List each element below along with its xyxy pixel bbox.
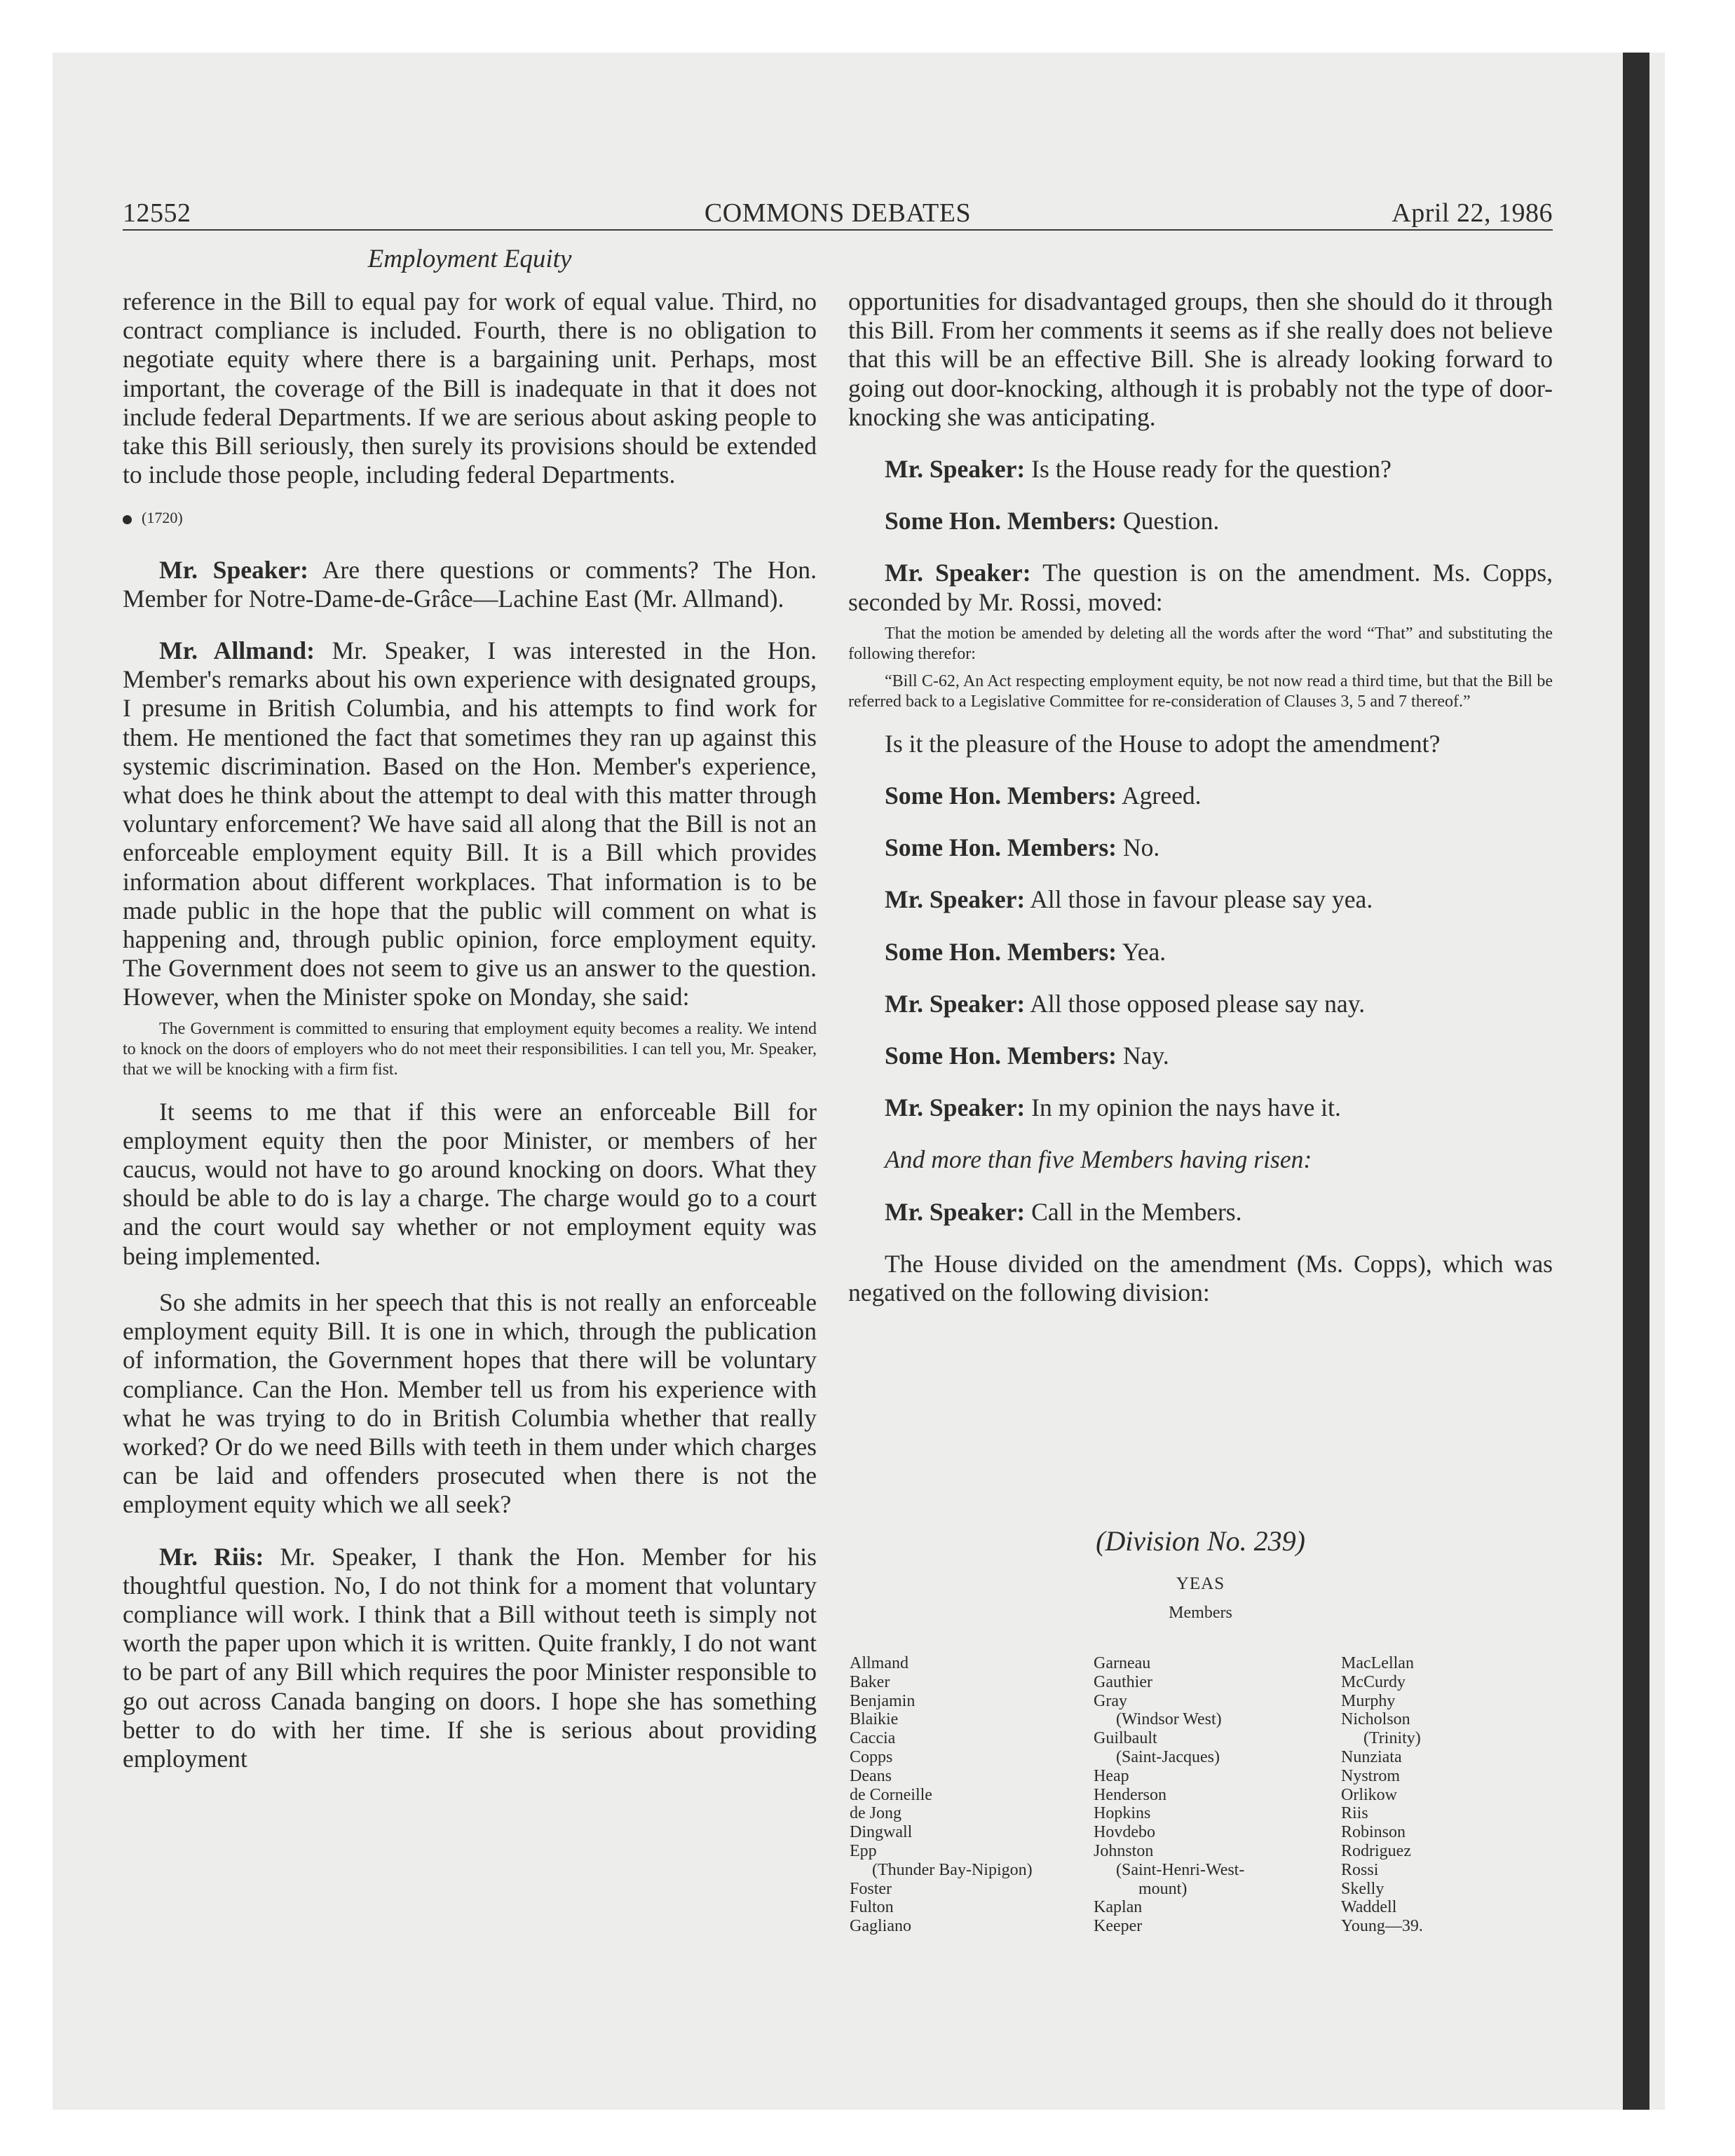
paragraph [848, 559, 1553, 616]
member-name: Gauthier [1094, 1672, 1152, 1691]
member-riding: (Trinity) [1363, 1729, 1421, 1748]
section-title: Employment Equity [367, 245, 572, 273]
member-name: Baker [850, 1672, 890, 1691]
motion-quote: That the motion be amended by deleting all the words after the word “That” and substituting the following therefor: [848, 624, 1553, 663]
member-name: Caccia [850, 1729, 896, 1748]
member-name: Nicholson [1341, 1710, 1410, 1729]
member-name: Henderson [1094, 1785, 1166, 1804]
paragraph: The House divided on the amendment (Ms. Copps), which was negatived on the following division: [848, 1249, 1553, 1307]
paragraph [848, 782, 1553, 810]
page-number: 12552 [123, 198, 191, 228]
member-name: Skelly [1341, 1879, 1384, 1898]
speech-text: The question is on the amendment. Ms. Copps, seconded by Mr. Rossi, moved: [848, 559, 1553, 616]
speaker-name: Mr. Speaker: [159, 555, 309, 584]
member-riding: (Saint-Henri-West- [1116, 1860, 1245, 1879]
member-name: Kaplan [1094, 1898, 1143, 1917]
member-name: McCurdy [1341, 1672, 1406, 1691]
member-name: Dingwall [850, 1823, 913, 1842]
member-name: Benjamin [850, 1691, 916, 1710]
right-column [848, 287, 1553, 1307]
speech-text: Is the House ready for the question? [1025, 455, 1392, 484]
publication-date: April 22, 1986 [1392, 198, 1553, 228]
speaker-name: Mr. Speaker: [885, 1093, 1026, 1122]
division-title: (Division No. 239) [1096, 1525, 1305, 1557]
member-name: Blaikie [850, 1710, 899, 1729]
member-name: Foster [850, 1879, 892, 1898]
speaker-name: Some Hon. Members: [885, 1042, 1117, 1070]
procedural-note: And more than five Members having risen: [885, 1145, 1312, 1174]
publication-title: COMMONS DEBATES [704, 198, 972, 228]
paragraph [848, 455, 1553, 484]
speech-text: All those opposed please say nay. [1025, 989, 1366, 1018]
member-name: Deans [850, 1766, 892, 1785]
paragraph: reference in the Bill to equal pay for work of equal value. Third, no contract compliance is included. Fourth, there is no obligation to negotiate equity where there is a bargaining unit. Perhaps, most important, the coverage of the Bill is inadequate in that it does not include federal Departments. If we are serious about asking people to take this Bill seriously, then surely its provisions should be extended to include those people, including federal Departments. [123, 287, 817, 489]
paragraph: So she admits in her speech that this is not really an enforceable employment equity Bill. It is one in which, through the publication of information, the Government hopes that there will be voluntary compliance. Can the Hon. Member tell us from his experience with what he was trying to do in British Columbia whether that really worked? Or do we need Bills with teeth in them under which charges can be laid and offenders prosecuted when there is not the employment equity which we all seek? [123, 1288, 817, 1519]
member-name: Murphy [1341, 1691, 1396, 1710]
member-name: Guilbault [1094, 1729, 1157, 1748]
members-label: Members [1169, 1604, 1232, 1622]
speech-text: Question. [1117, 507, 1220, 535]
member-name: Nunziata [1341, 1747, 1402, 1766]
speaker-name: Mr. Speaker: [885, 989, 1026, 1018]
speaker-name: Mr. Allmand: [159, 636, 315, 665]
speaker-name: Some Hon. Members: [885, 507, 1117, 535]
member-name: Epp [850, 1841, 877, 1860]
member-name: MacLellan [1341, 1654, 1414, 1672]
paragraph [848, 833, 1553, 862]
member-name: de Corneille [850, 1785, 932, 1804]
speech-text: All those in favour please say yea. [1025, 885, 1373, 914]
speaker-name: Some Hon. Members: [885, 782, 1117, 810]
speech-text: Mr. Speaker, I thank the Hon. Member for his thoughtful question. No, I do not think for a moment that voluntary compliance will work. I think that a Bill without teeth is simply not worth the paper upon which it is written. Quite frankly, I do not want to be part of any Bill which requires the poor Minister responsible to go out across Canada banging on doors. I hope she has something better to do with her time. If she is serious about providing employment [123, 1542, 817, 1773]
paragraph [848, 990, 1553, 1018]
paragraph [123, 636, 817, 1012]
speaker-name: Mr. Speaker: [885, 1197, 1026, 1226]
paragraph [848, 938, 1553, 967]
paragraph [123, 556, 817, 613]
member-name: Riis [1341, 1804, 1368, 1823]
paragraph: Is it the pleasure of the House to adopt the amendment? [885, 729, 1441, 758]
member-name: Rodriguez [1341, 1841, 1411, 1860]
yeas-label: YEAS [1176, 1574, 1225, 1593]
member-list-col2 [1094, 1654, 1244, 1936]
member-name: Nystrom [1341, 1766, 1400, 1785]
member-riding: (Windsor West) [1116, 1710, 1222, 1729]
speech-text: No. [1117, 833, 1160, 862]
member-name: Robinson [1341, 1823, 1406, 1842]
member-name: Garneau [1094, 1654, 1151, 1672]
member-name: Allmand [850, 1654, 909, 1672]
timestamp-marker [123, 503, 817, 532]
member-riding: (Thunder Bay-Nipigon) [872, 1860, 1033, 1879]
member-name: Copps [850, 1747, 893, 1766]
speech-text: In my opinion the nays have it. [1025, 1093, 1341, 1122]
speech-text: Are there questions or comments? The Hon. Member for Notre-Dame-de-Grâce—Lachine East (Mr. Allmand). [123, 555, 817, 613]
speaker-name: Some Hon. Members: [885, 937, 1117, 966]
speaker-name: Some Hon. Members: [885, 833, 1117, 862]
header-rule [123, 229, 1553, 231]
member-name: Fulton [850, 1898, 894, 1917]
paragraph [848, 1042, 1553, 1070]
member-riding: (Saint-Jacques) [1116, 1747, 1220, 1766]
member-riding: mount) [1138, 1879, 1188, 1898]
member-name: Hovdebo [1094, 1823, 1155, 1842]
speech-text: Mr. Speaker, I was interested in the Hon. Member's remarks about his own experience with designated groups, I presume in British Columbia, and his attempts to find work for them. He mentioned the fact that sometimes they ran up against this systemic discrimination. Based on the Hon. Member's experience, what does he think about the attempt to deal with this matter through voluntary enforcement? We have said all along that the Bill is not an enforceable employment equity Bill. It is a Bill which provides information about different workplaces. That information is to be made public in the hope that the public will comment on what is happening and, through public opinion, force employment equity. The Government does not seem to give us an answer to the question. However, when the Minister spoke on Monday, she said: [123, 636, 817, 1011]
member-name: Waddell [1341, 1898, 1397, 1917]
member-list-col1 [850, 1654, 1033, 1936]
paragraph [123, 1543, 817, 1774]
member-name: Keeper [1094, 1917, 1143, 1936]
paragraph [848, 885, 1553, 914]
binding-edge [1623, 53, 1649, 2110]
speaker-name: Mr. Speaker: [885, 559, 1031, 587]
paragraph [848, 1093, 1553, 1122]
speech-text: Nay. [1117, 1042, 1169, 1070]
timestamp: (1720) [142, 509, 183, 527]
member-name: Johnston [1094, 1841, 1154, 1860]
speech-text: Agreed. [1117, 782, 1202, 810]
left-column [123, 287, 817, 1773]
member-list-col3 [1341, 1654, 1423, 1936]
paragraph: It seems to me that if this were an enforceable Bill for employment equity then the poor Minister, or members of her caucus, would not have to go around knocking on doors. What they should be able to do is lay a charge. The charge would go to a court and the court would say whether or not employment equity was being implemented. [123, 1097, 817, 1270]
member-name: Gagliano [850, 1917, 911, 1936]
member-name: Heap [1094, 1766, 1129, 1785]
motion-quote: “Bill C-62, An Act respecting employment equity, be not now read a third time, but that the Bill be referred back to a Legislative Committee for re-consideration of Clauses 3, 5 and 7 thereof.” [848, 671, 1553, 711]
speaker-name: Mr. Speaker: [885, 885, 1026, 914]
member-name: Rossi [1341, 1860, 1379, 1879]
bullet-icon [123, 515, 132, 524]
member-name: de Jong [850, 1804, 901, 1823]
speaker-name: Mr. Riis: [159, 1542, 264, 1571]
paragraph [848, 1198, 1553, 1227]
block-quote: The Government is committed to ensuring that employment equity becomes a reality. We intend to knock on the doors of employers who do not meet their responsibilities. I can tell you, Mr. Speaker, that we will be knocking with a firm fist. [123, 1019, 817, 1079]
member-name: Young—39. [1341, 1917, 1423, 1936]
member-name: Gray [1094, 1691, 1127, 1710]
paragraph [848, 507, 1553, 535]
member-name: Orlikow [1341, 1785, 1397, 1804]
speech-text: Yea. [1117, 937, 1166, 966]
division-heading [848, 1524, 1553, 1623]
speech-text: Call in the Members. [1025, 1197, 1242, 1226]
paragraph: opportunities for disadvantaged groups, then she should do it through this Bill. From her comments it seems as if she really does not believe that this will be an effective Bill. She is already looking forward to going out door-knocking, although it is probably not the type of door-knocking she was anticipating. [848, 287, 1553, 431]
member-name: Hopkins [1094, 1804, 1151, 1823]
speaker-name: Mr. Speaker: [885, 455, 1026, 484]
